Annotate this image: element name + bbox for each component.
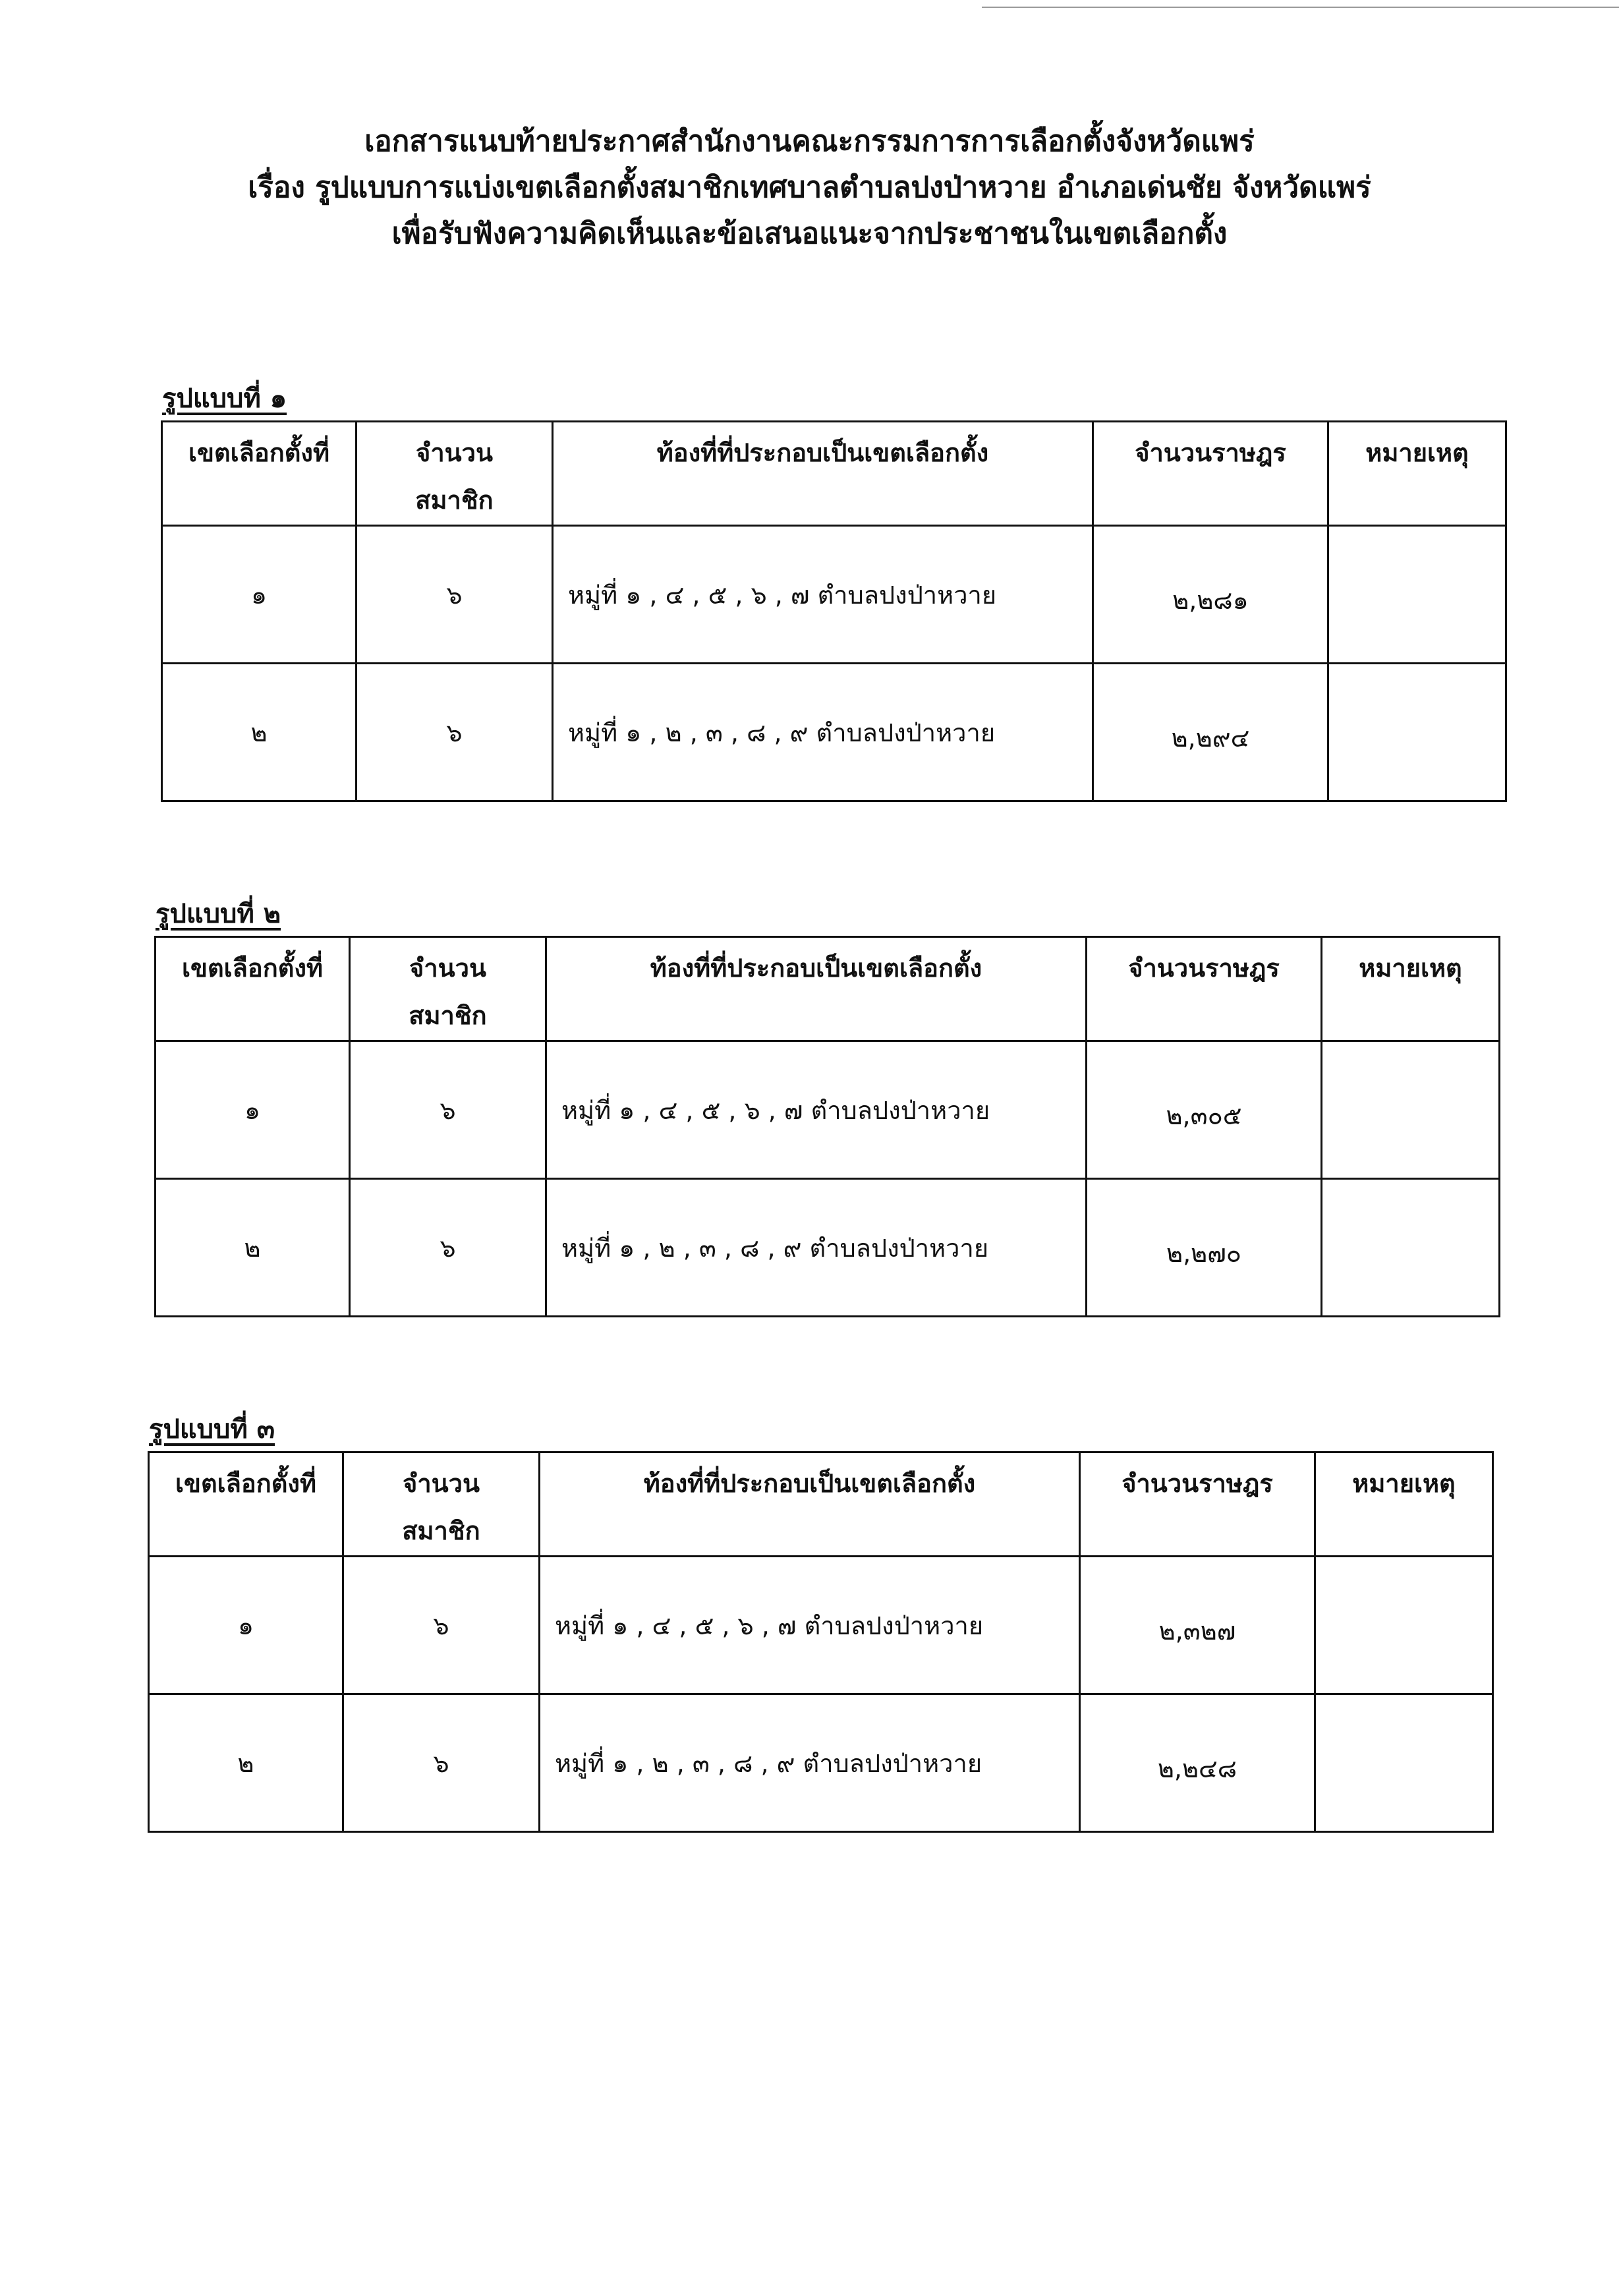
cell-note [1328,526,1506,664]
table-row [156,1041,1500,1179]
header-area: ท้องที่ที่ประกอบเป็นเขตเลือกตั้ง [546,937,1087,1041]
cell-note [1322,1179,1500,1317]
pattern-2-table [154,936,1500,1317]
table-row [149,1557,1493,1694]
cell-area: หมู่ที่ ๑ , ๒ , ๓ , ๘ , ๙ ตำบลปงป่าหวาย [553,664,1093,801]
cell-population: ๒,๒๙๔ [1093,664,1328,801]
cell-zone: ๒ [162,664,356,801]
header-members: จำนวน สมาชิก [356,422,553,526]
table-row [149,1694,1493,1832]
table-row [162,664,1506,801]
pattern-3-title: รูปแบบที่ ๓ [149,1414,275,1445]
pattern-3-section [148,1413,1494,1833]
header-members: จำนวน สมาชิก [343,1452,540,1557]
cell-members: ๖ [343,1557,540,1694]
header-zone: เขตเลือกตั้งที่ [156,937,350,1041]
header-line-1: เอกสารแนบท้ายประกาศสำนักงานคณะกรรมการการเลือกตั้งจังหวัดแพร่ [364,125,1255,158]
cell-population: ๒,๓๒๗ [1080,1557,1315,1694]
header-population: จำนวนราษฎร [1080,1452,1315,1557]
header-zone: เขตเลือกตั้งที่ [149,1452,343,1557]
cell-note [1315,1694,1493,1832]
cell-area: หมู่ที่ ๑ , ๒ , ๓ , ๘ , ๙ ตำบลปงป่าหวาย [540,1694,1080,1832]
pattern-1-title: รูปแบบที่ ๑ [162,384,287,414]
cell-zone: ๑ [156,1041,350,1179]
table-row [162,526,1506,664]
document-header [0,119,1619,257]
header-population: จำนวนราษฎร [1087,937,1322,1041]
cell-population: ๒,๒๔๘ [1080,1694,1315,1832]
table-row [156,1179,1500,1317]
cell-zone: ๑ [149,1557,343,1694]
header-note: หมายเหตุ [1322,937,1500,1041]
cell-note [1328,664,1506,801]
table-header-row [162,422,1506,526]
cell-members: ๖ [350,1179,546,1317]
header-line-3: เพื่อรับฟังความคิดเห็นและข้อเสนอแนะจากประชาชนในเขตเลือกตั้ง [391,217,1228,250]
cell-population: ๒,๒๘๑ [1093,526,1328,664]
header-note: หมายเหตุ [1328,422,1506,526]
pattern-1-table [161,420,1507,802]
cell-zone: ๑ [162,526,356,664]
cell-zone: ๒ [156,1179,350,1317]
cell-members: ๖ [350,1041,546,1179]
scan-edge-line [982,7,1619,8]
cell-members: ๖ [356,526,553,664]
cell-area: หมู่ที่ ๑ , ๔ , ๕ , ๖ , ๗ ตำบลปงป่าหวาย [546,1041,1087,1179]
header-zone: เขตเลือกตั้งที่ [162,422,356,526]
header-population: จำนวนราษฎร [1093,422,1328,526]
cell-note [1322,1041,1500,1179]
cell-zone: ๒ [149,1694,343,1832]
cell-members: ๖ [356,664,553,801]
cell-population: ๒,๒๗๐ [1087,1179,1322,1317]
header-note: หมายเหตุ [1315,1452,1493,1557]
cell-area: หมู่ที่ ๑ , ๔ , ๕ , ๖ , ๗ ตำบลปงป่าหวาย [540,1557,1080,1694]
cell-note [1315,1557,1493,1694]
cell-members: ๖ [343,1694,540,1832]
header-line-2: เรื่อง รูปแบบการแบ่งเขตเลือกตั้งสมาชิกเทศบาลตำบลปงป่าหวาย อำเภอเด่นชัย จังหวัดแพร่ [248,171,1371,204]
pattern-2-title: รูปแบบที่ ๒ [156,899,281,929]
pattern-3-table [148,1451,1494,1833]
table-header-row [149,1452,1493,1557]
cell-population: ๒,๓๐๕ [1087,1041,1322,1179]
header-area: ท้องที่ที่ประกอบเป็นเขตเลือกตั้ง [553,422,1093,526]
cell-area: หมู่ที่ ๑ , ๔ , ๕ , ๖ , ๗ ตำบลปงป่าหวาย [553,526,1093,664]
cell-area: หมู่ที่ ๑ , ๒ , ๓ , ๘ , ๙ ตำบลปงป่าหวาย [546,1179,1087,1317]
pattern-2-section [154,898,1500,1317]
header-area: ท้องที่ที่ประกอบเป็นเขตเลือกตั้ง [540,1452,1080,1557]
header-members: จำนวน สมาชิก [350,937,546,1041]
table-header-row [156,937,1500,1041]
pattern-1-section [161,382,1507,802]
